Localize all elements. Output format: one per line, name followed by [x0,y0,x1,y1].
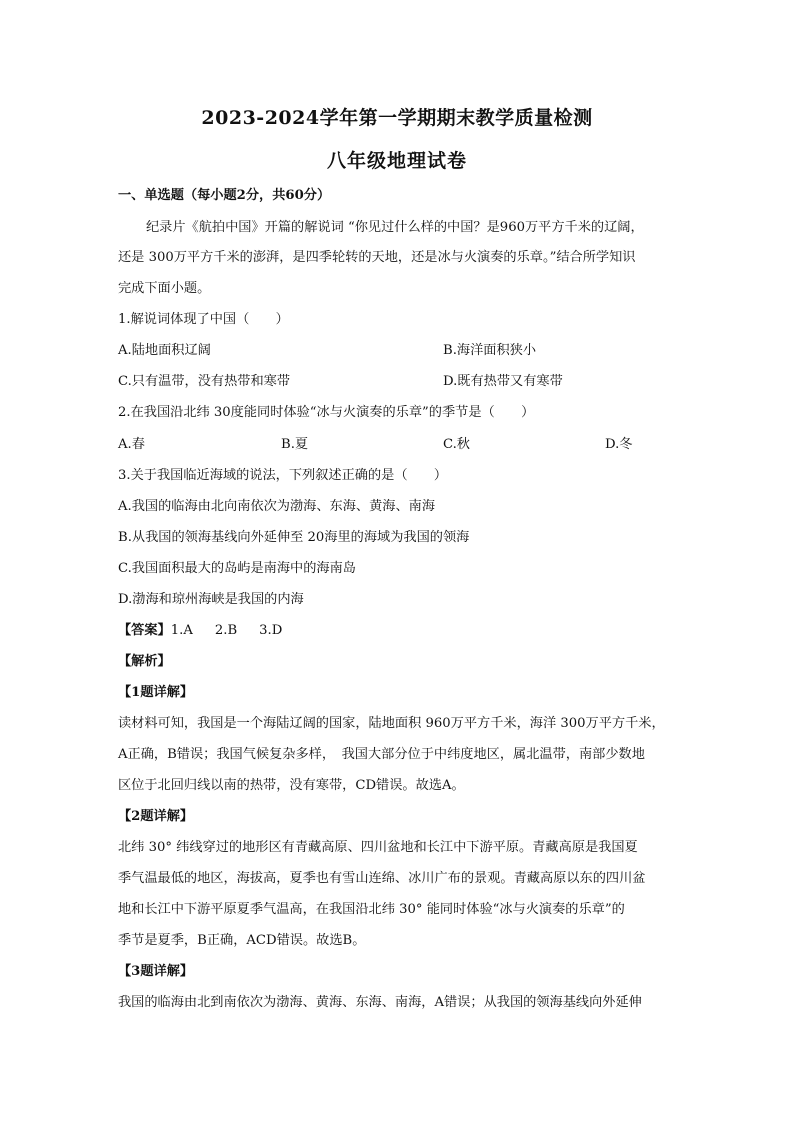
question-1-stem: 1.解说词体现了中国（ ） [118,312,289,327]
answer-row [118,622,282,640]
exam-subtitle: 八年级地理试卷 [326,150,467,172]
q1-detail-line: 读材料可知，我国是一个海陆辽阔的国家，陆地面积 960万平方千米，海洋 300万平方千米， [118,716,665,731]
q2-detail-label: 【2题详解】 [118,809,194,824]
q3-detail-label: 【3题详解】 [118,964,194,979]
question-1-option-a: A.陆地面积辽阔 [118,343,211,358]
question-3-option-a: A.我国的临海由北向南依次为渤海、东海、黄海、南海 [118,499,436,514]
answer-item-3: 3.D [259,623,283,638]
intro-line-2: 还是 300万平方千米的澎湃，是四季轮转的天地，还是冰与火演奏的乐章。”结合所学知识 [118,250,636,265]
question-1-option-b: B.海洋面积狭小 [443,343,537,358]
section-heading: 一、单选题（每小题2分，共60分） [118,188,331,203]
question-3-option-b: B.从我国的领海基线向外延伸至 20海里的海域为我国的领海 [118,530,470,545]
question-3-option-c: C.我国面积最大的岛屿是南海中的海南岛 [118,561,356,576]
question-1-option-d: D.既有热带又有寒带 [443,374,563,389]
question-3-stem: 3.关于我国临近海域的说法，下列叙述正确的是（ ） [118,468,448,483]
q2-detail-line: 季气温最低的地区，海拔高，夏季也有雪山连绵、冰川广布的景观。青藏高原以东的四川盆 [118,871,646,886]
q1-detail-line: 区位于北回归线以南的热带，没有寒带，CD错误。故选A。 [118,778,465,793]
question-2-option-a: A.春 [118,437,145,452]
q2-detail-line: 北纬 30° 纬线穿过的地形区有青藏高原、四川盆地和长江中下游平原。青藏高原是我国夏 [118,840,638,855]
q2-detail-line: 地和长江中下游平原夏季气温高，在我国沿北纬 30° 能同时体验“冰与火演奏的乐章”的 [118,902,625,917]
question-2-option-c: C.秋 [443,437,470,452]
q1-detail-line: A正确，B错误；我国气候复杂多样， 我国大部分位于中纬度地区，属北温带，南部少数地 [118,747,645,762]
intro-line-3: 完成下面小题。 [118,281,211,296]
question-3-option-d: D.渤海和琼州海峡是我国的内海 [118,592,304,607]
q1-detail-label: 【1题详解】 [118,685,194,700]
question-2-option-b: B.夏 [281,437,309,452]
analysis-label: 【解析】 [118,654,171,669]
answer-item-1: 1.A [170,623,193,638]
question-2-stem: 2.在我国沿北纬 30度能同时体验“冰与火演奏的乐章”的季节是（ ） [118,405,535,420]
exam-title: 2023-2024学年第一学期期末教学质量检测 [201,107,593,129]
q2-detail-line: 季节是夏季，B正确，ACD错误。故选B。 [118,933,366,948]
intro-line-1: 纪录片《航拍中国》开篇的解说词 “你见过什么样的中国？是960万平方千米的辽阔， [146,220,644,235]
question-2-option-d: D.冬 [605,437,633,452]
answer-item-2: 2.B [214,623,238,638]
question-1-option-c: C.只有温带，没有热带和寒带 [118,374,291,389]
q3-detail-line: 我国的临海由北到南依次为渤海、黄海、东海、南海，A错误；从我国的领海基线向外延伸 [118,995,642,1010]
answer-label: 【答案】 [118,623,171,638]
